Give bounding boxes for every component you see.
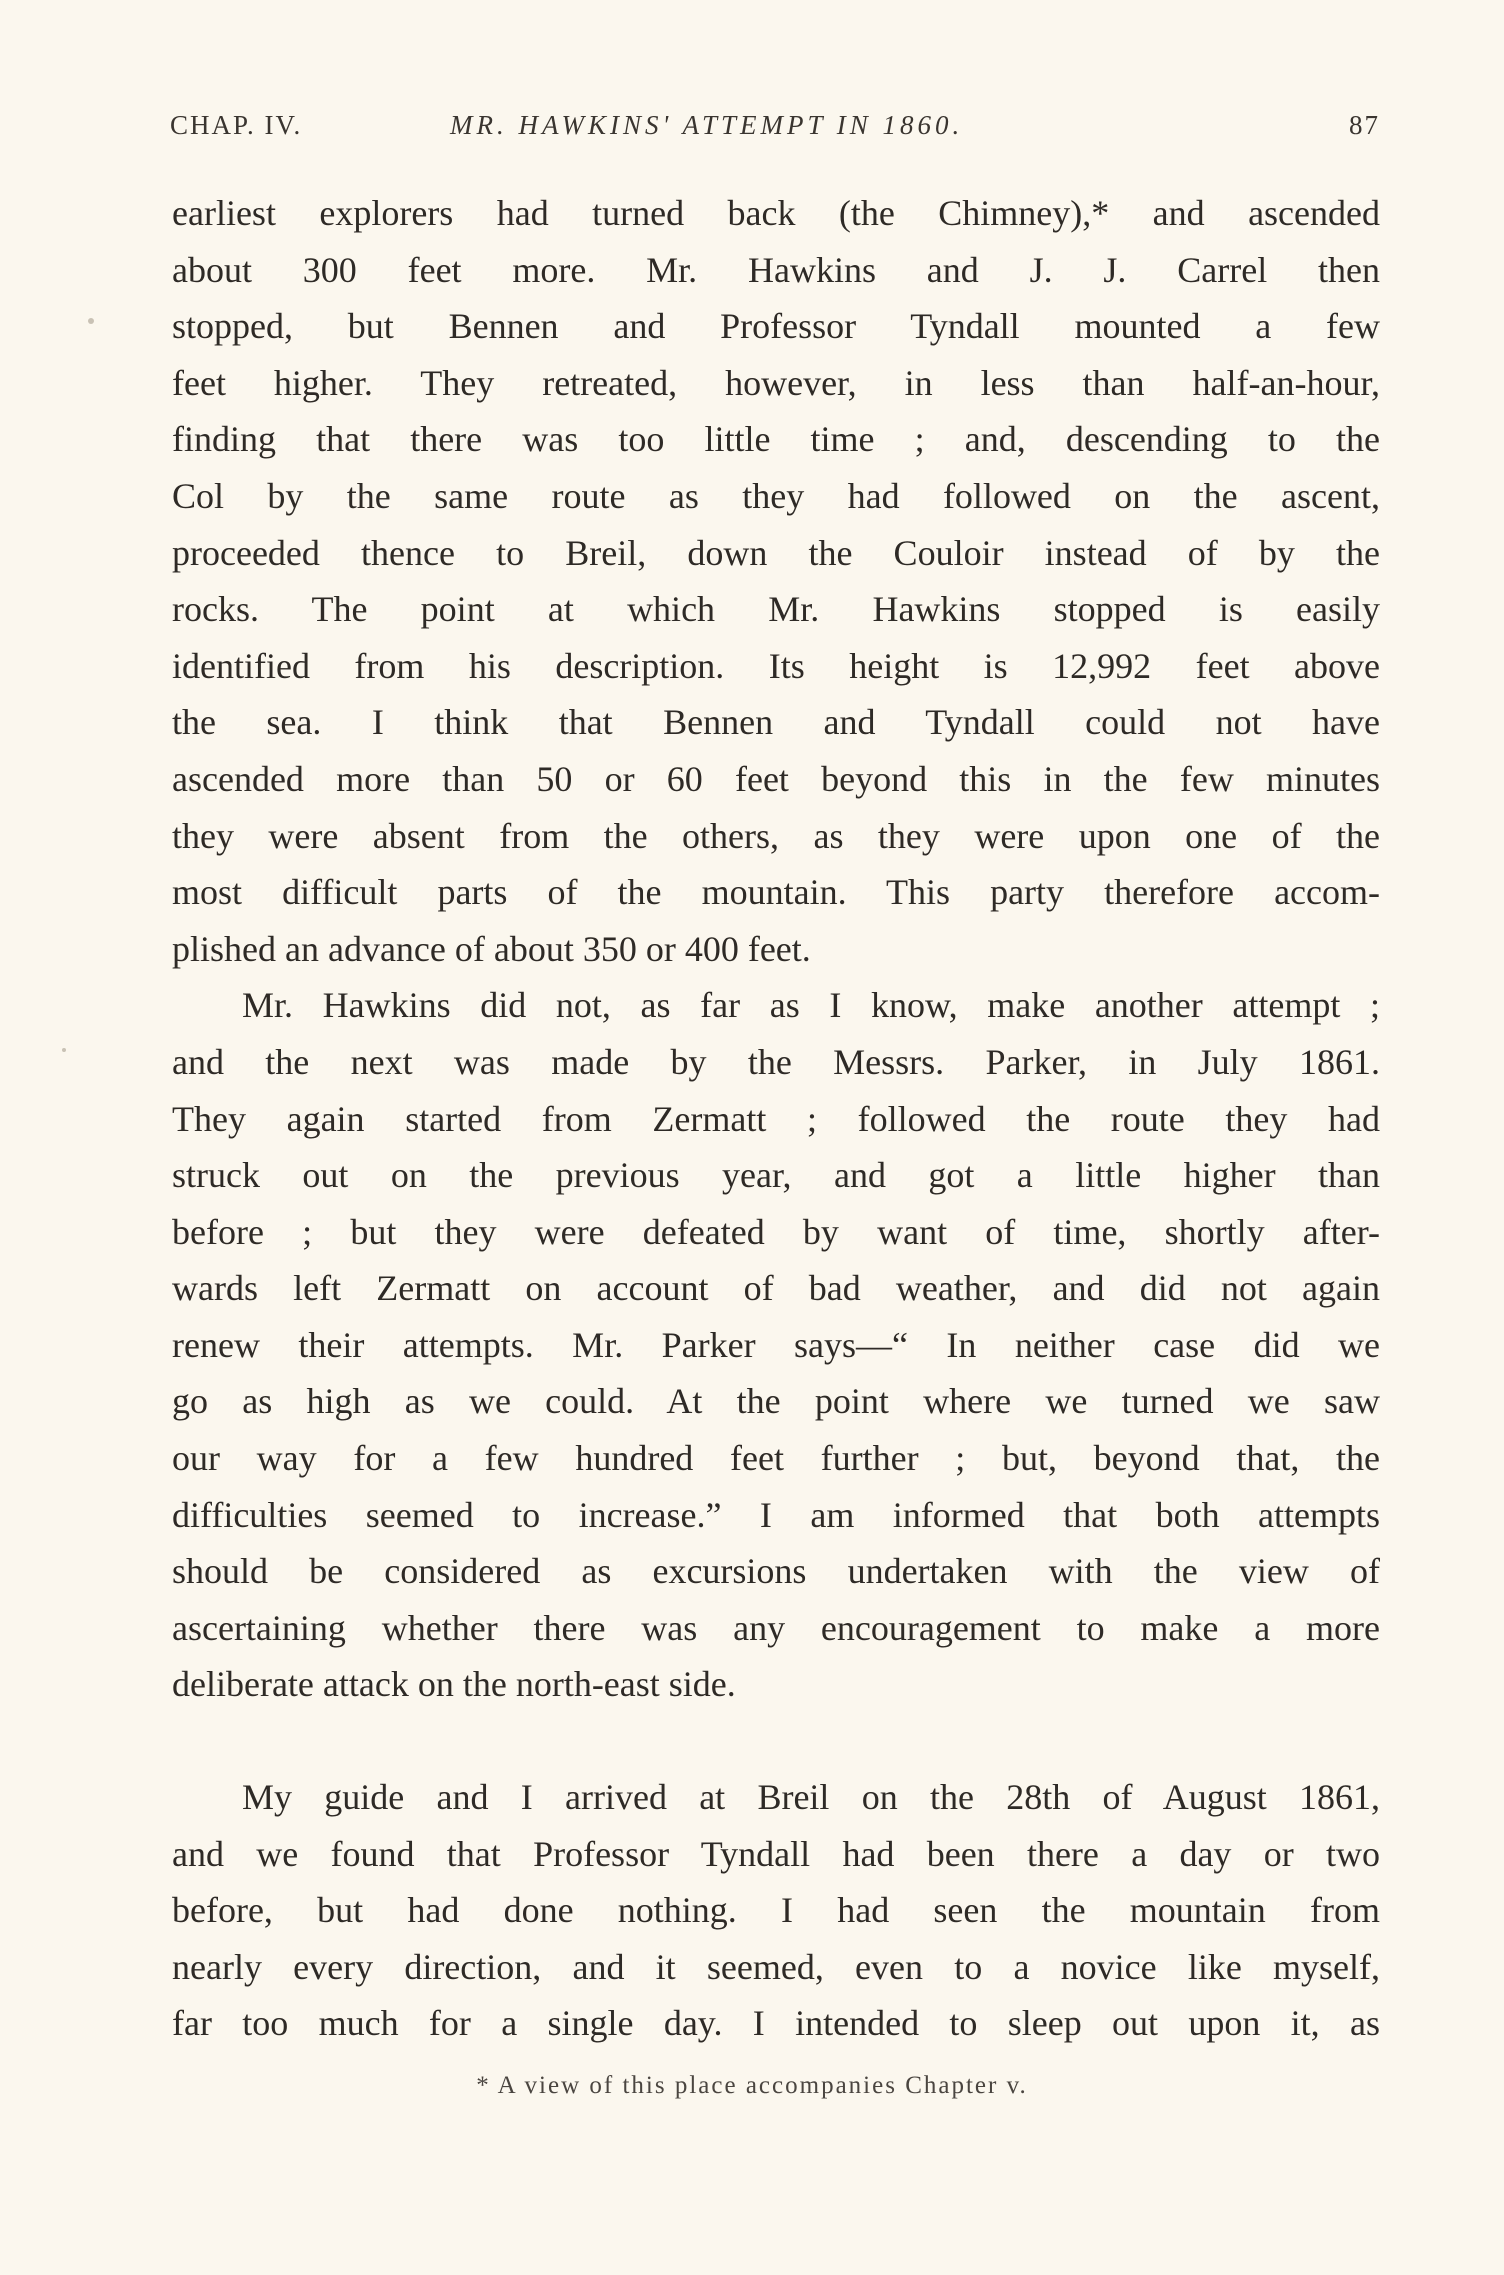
text-line: difficulties seemed to increase.” I am informed that both attempts: [172, 1494, 1380, 1535]
text-line: about 300 feet more. Mr. Hawkins and J. J. Carrel then: [172, 249, 1380, 290]
text-line: wards left Zermatt on account of bad weather, and did not again: [172, 1268, 1380, 1309]
text-line: should be considered as excursions undertaken with the view of: [172, 1551, 1380, 1592]
text-line: stopped, but Bennen and Professor Tyndall mounted a few: [172, 306, 1380, 347]
text-line: most difficult parts of the mountain. This party therefore accom-: [172, 872, 1380, 913]
text-line: feet higher. They retreated, however, in less than half-an-hour,: [172, 362, 1380, 403]
text-line: before ; but they were defeated by want of time, shortly after-: [172, 1211, 1380, 1252]
text-line: plished an advance of about 350 or 400 feet.: [172, 928, 811, 969]
text-line: proceeded thence to Breil, down the Couloir instead of by the: [172, 532, 1380, 573]
text-line: before, but had done nothing. I had seen the mountain from: [172, 1890, 1380, 1931]
running-header: [170, 110, 1380, 160]
text-line: ascended more than 50 or 60 feet beyond this in the few minutes: [172, 758, 1380, 799]
running-title: MR. HAWKINS' ATTEMPT IN 1860.: [450, 110, 964, 140]
text-line: They again started from Zermatt ; followed the route they had: [172, 1098, 1380, 1139]
text-line: and we found that Professor Tyndall had been there a day or two: [172, 1833, 1380, 1874]
body-text: [172, 185, 1380, 2052]
text-line: and the next was made by the Messrs. Parker, in July 1861.: [172, 1041, 1380, 1082]
text-line: far too much for a single day. I intended to sleep out upon it, as: [172, 2003, 1380, 2044]
paragraph-2: [172, 977, 1380, 1713]
paper-speck: [62, 1048, 66, 1052]
text-line: nearly every direction, and it seemed, even to a novice like myself,: [172, 1946, 1380, 1987]
text-line: earliest explorers had turned back (the Chimney),* and ascended: [172, 193, 1380, 233]
text-line: renew their attempts. Mr. Parker says—“ In neither case did we: [172, 1324, 1380, 1365]
text-line: struck out on the previous year, and got a little higher than: [172, 1155, 1380, 1196]
page-number: 87: [1349, 110, 1380, 140]
text-line: deliberate attack on the north-east side.: [172, 1664, 736, 1705]
text-line: they were absent from the others, as they were upon one of the: [172, 815, 1380, 856]
text-line: Col by the same route as they had followed on the ascent,: [172, 475, 1380, 516]
text-line: ascertaining whether there was any encouragement to make a more: [172, 1607, 1380, 1648]
text-line: rocks. The point at which Mr. Hawkins stopped is easily: [172, 589, 1380, 630]
chapter-label: CHAP. IV.: [170, 110, 303, 140]
footnote: * A view of this place accompanies Chapter v.: [476, 2072, 1028, 2099]
text-line: finding that there was too little time ; and, descending to the: [172, 419, 1380, 460]
paragraph-1: [172, 185, 1380, 977]
paragraph-3: [172, 1769, 1380, 2052]
text-line: the sea. I think that Bennen and Tyndall could not have: [172, 702, 1380, 743]
text-line: My guide and I arrived at Breil on the 28th of August 1861,: [242, 1777, 1380, 1818]
text-line: our way for a few hundred feet further ; but, beyond that, the: [172, 1438, 1380, 1479]
text-line: go as high as we could. At the point where we turned we saw: [172, 1381, 1380, 1422]
section-gap: [172, 1713, 1380, 1769]
paper-speck: [88, 318, 94, 324]
text-line: Mr. Hawkins did not, as far as I know, make another attempt ;: [242, 985, 1380, 1026]
text-line: identified from his description. Its height is 12,992 feet above: [172, 645, 1380, 686]
